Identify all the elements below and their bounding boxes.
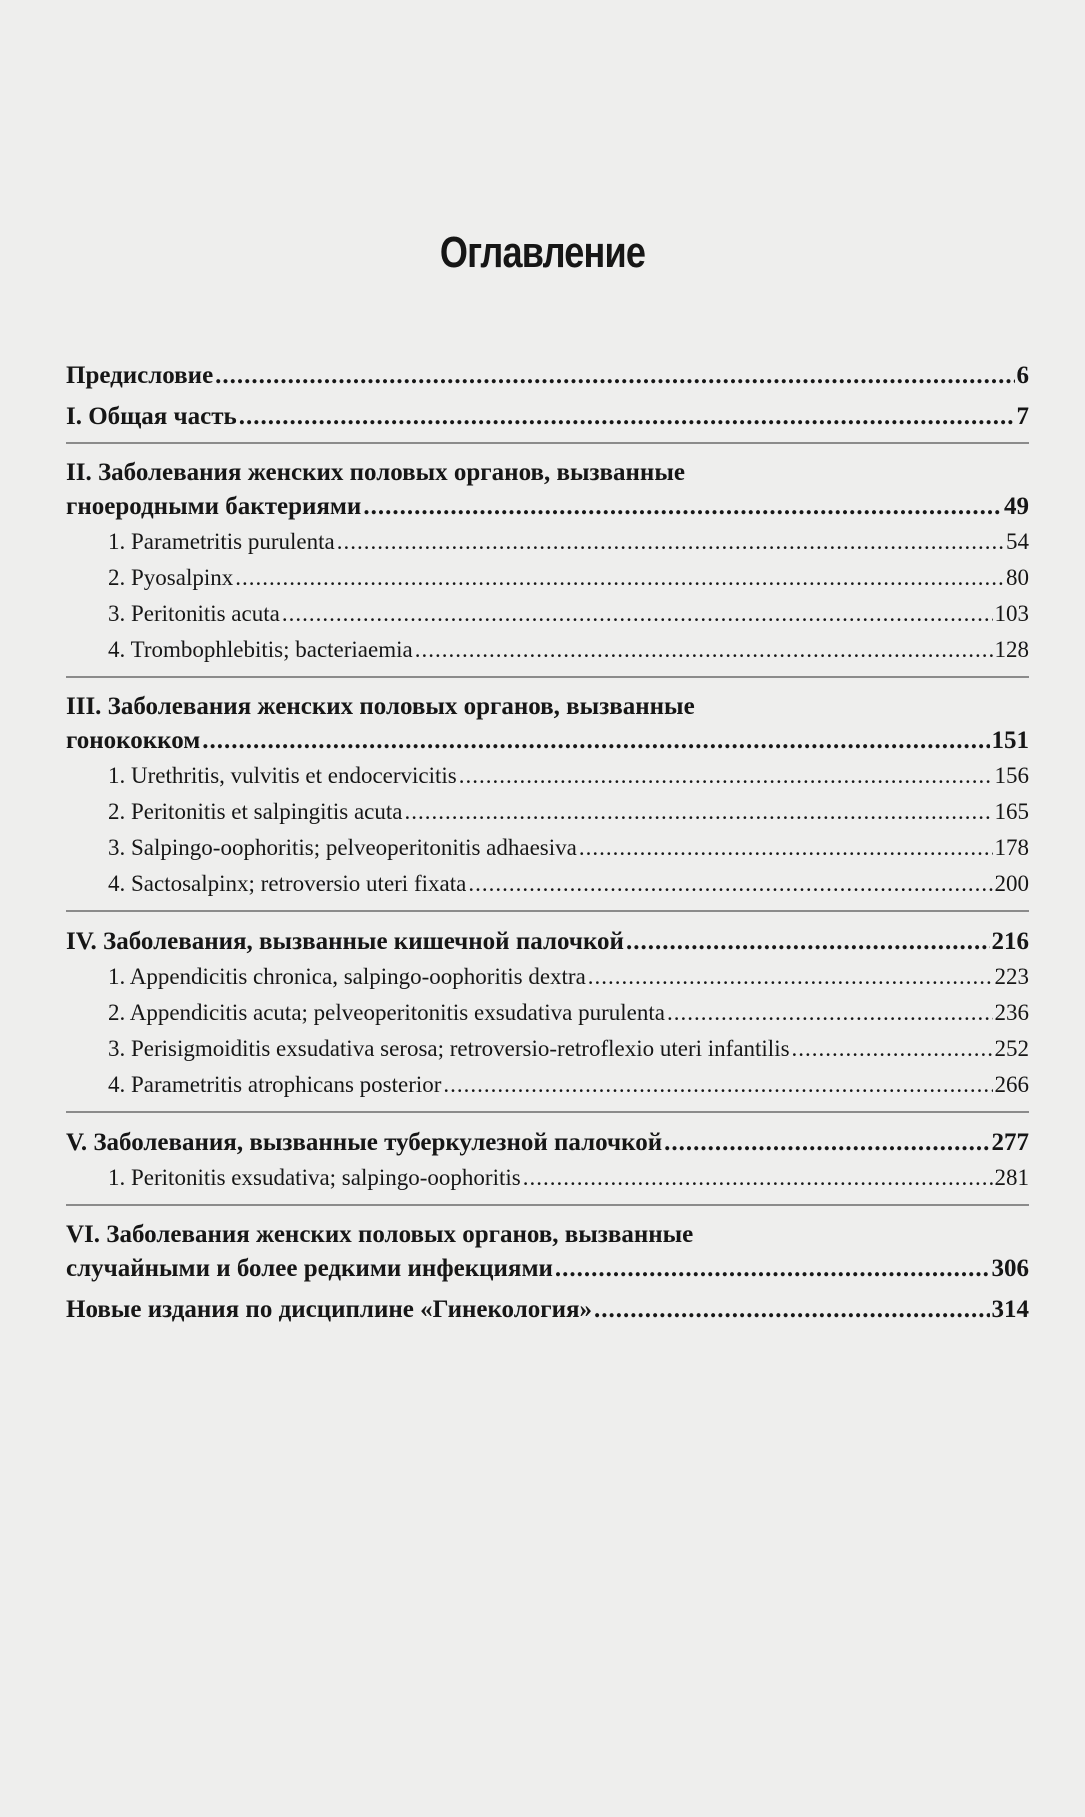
- toc-subentry[interactable]: [66, 794, 1029, 830]
- toc-page-number: 49: [1004, 493, 1029, 520]
- toc-page-number: 103: [994, 601, 1029, 626]
- toc-page-number: 80: [1006, 565, 1029, 590]
- leader-dots: [239, 399, 1015, 434]
- leader-dots: [626, 924, 990, 959]
- toc-entry-text: 3. Perisigmoiditis exsudativa serosa; retroversio-retroflexio uteri infantilis: [108, 1036, 790, 1061]
- toc-entry-text: I. Общая часть: [66, 403, 237, 430]
- toc-entry-text: IV. Заболевания, вызванные кишечной палочкой: [66, 928, 624, 955]
- toc-entry-text: 4. Tromboрhlebitis; bacteriaemia: [108, 637, 413, 662]
- toc-entry-text: 4. Sactosalpinx; retroversio uteri fixata: [108, 871, 467, 896]
- leader-dots: [415, 632, 993, 668]
- toc-subentry[interactable]: [66, 596, 1029, 632]
- leader-dots: [215, 358, 1014, 393]
- toc-page-number: 252: [994, 1036, 1029, 1061]
- leader-dots: [363, 489, 1002, 524]
- toc-page-number: 216: [991, 928, 1029, 955]
- toc-subentry[interactable]: [66, 1067, 1029, 1103]
- leader-dots: [792, 1031, 993, 1067]
- toc-subentry[interactable]: [66, 758, 1029, 794]
- toc-entry-new-editions[interactable]: [66, 1292, 1029, 1327]
- toc-subentry[interactable]: [66, 524, 1029, 560]
- toc-section-4[interactable]: [66, 924, 1029, 959]
- leader-dots: [405, 794, 993, 830]
- toc-entry-text: случайными и более редкими инфекциями: [66, 1255, 553, 1282]
- toc-page-number: 236: [994, 1000, 1029, 1025]
- toc-entry-text: Предисловие: [66, 362, 214, 389]
- toc-entry-text: гноеродными бактериями: [66, 493, 362, 520]
- toc-subentry[interactable]: [66, 830, 1029, 866]
- toc-entry-text: гонококком: [66, 727, 201, 754]
- toc-section-3-title-line1[interactable]: III. Заболевания женских половых органов, вызванные: [66, 693, 695, 720]
- toc-entry-text: Новые издания по дисциплине «Гинекология»: [66, 1296, 593, 1323]
- divider: [66, 1204, 1029, 1206]
- page-title: Оглавление: [439, 228, 646, 277]
- toc-subentry[interactable]: [66, 632, 1029, 668]
- toc-page-number: 6: [1016, 362, 1029, 389]
- toc-page-number: 200: [994, 871, 1029, 896]
- leader-dots: [468, 866, 992, 902]
- leader-dots: [664, 1125, 989, 1160]
- leader-dots: [337, 524, 1004, 560]
- toc-section-3[interactable]: [66, 723, 1029, 758]
- toc-entry-text: 1. Parametritis purulenta: [108, 529, 335, 554]
- leader-dots: [282, 596, 993, 632]
- leader-dots: [523, 1160, 993, 1196]
- divider: [66, 910, 1029, 912]
- toc-page-number: 277: [991, 1129, 1029, 1156]
- toc-entry-text: 1. Urethritis, vulvitis et endocervicitis: [108, 763, 457, 788]
- toc-subentry[interactable]: [66, 959, 1029, 995]
- toc-section-6-title-line1[interactable]: VI. Заболевания женских половых органов, вызванные: [66, 1221, 694, 1248]
- toc-page-number: 223: [994, 964, 1029, 989]
- toc-page-number: 54: [1006, 529, 1029, 554]
- toc-section-6[interactable]: [66, 1251, 1029, 1286]
- toc-page-number: 266: [994, 1072, 1029, 1097]
- toc-entry-text: 1. Appendicitis chronica, salpingo-oophoritis dextra: [108, 964, 586, 989]
- toc-entry-text: V. Заболевания, вызванные туберкулезной палочкой: [66, 1129, 663, 1156]
- toc-subentry[interactable]: [66, 1160, 1029, 1196]
- toc-section-5[interactable]: [66, 1125, 1029, 1160]
- leader-dots: [459, 758, 993, 794]
- toc-page-number: 151: [991, 727, 1029, 754]
- toc-subentry[interactable]: [66, 866, 1029, 902]
- toc-page-number: 306: [991, 1255, 1029, 1282]
- toc-page-number: 128: [994, 637, 1029, 662]
- toc-entry-text: 2. Appendicitis acuta; pelveoperitonitis exsudativa purulenta: [108, 1000, 665, 1025]
- leader-dots: [594, 1292, 989, 1327]
- toc-page-number: 7: [1016, 403, 1029, 430]
- divider: [66, 1111, 1029, 1113]
- leader-dots: [202, 723, 989, 758]
- leader-dots: [667, 995, 993, 1031]
- toc-entry-text: 3. Peritonitis acuta: [108, 601, 280, 626]
- toc-entry-text: 4. Parametritis atrophicans posterior: [108, 1072, 442, 1097]
- toc-subentry[interactable]: [66, 995, 1029, 1031]
- divider: [66, 676, 1029, 678]
- toc-entry-text: 2. Pyosalpinx: [108, 565, 234, 590]
- toc-entry-text: 1. Peritonitis exsudativa; salpingo-oophoritis: [108, 1165, 521, 1190]
- toc-entry-text: 3. Salpingo-oophoritis; pelveoperitonitis adhaesiva: [108, 835, 577, 860]
- leader-dots: [443, 1067, 992, 1103]
- divider: [66, 442, 1029, 444]
- toc-subentry[interactable]: [66, 560, 1029, 596]
- toc-page-number: 178: [994, 835, 1029, 860]
- leader-dots: [235, 560, 1004, 596]
- toc-entry-general[interactable]: [66, 399, 1029, 434]
- toc-page-number: 281: [994, 1165, 1029, 1190]
- leader-dots: [588, 959, 993, 995]
- toc-page-number: 165: [994, 799, 1029, 824]
- leader-dots: [555, 1251, 990, 1286]
- toc-entry-text: 2. Peritonitis et salpingitis acuta: [108, 799, 403, 824]
- toc-page-number: 314: [991, 1296, 1029, 1323]
- toc-entry-preface[interactable]: [66, 358, 1029, 393]
- toc-page-number: 156: [994, 763, 1029, 788]
- toc-subentry[interactable]: [66, 1031, 1029, 1067]
- table-of-contents: [66, 358, 1029, 1327]
- toc-section-2-title-line1[interactable]: II. Заболевания женских половых органов, вызванные: [66, 459, 685, 486]
- leader-dots: [579, 830, 993, 866]
- toc-section-2[interactable]: [66, 489, 1029, 524]
